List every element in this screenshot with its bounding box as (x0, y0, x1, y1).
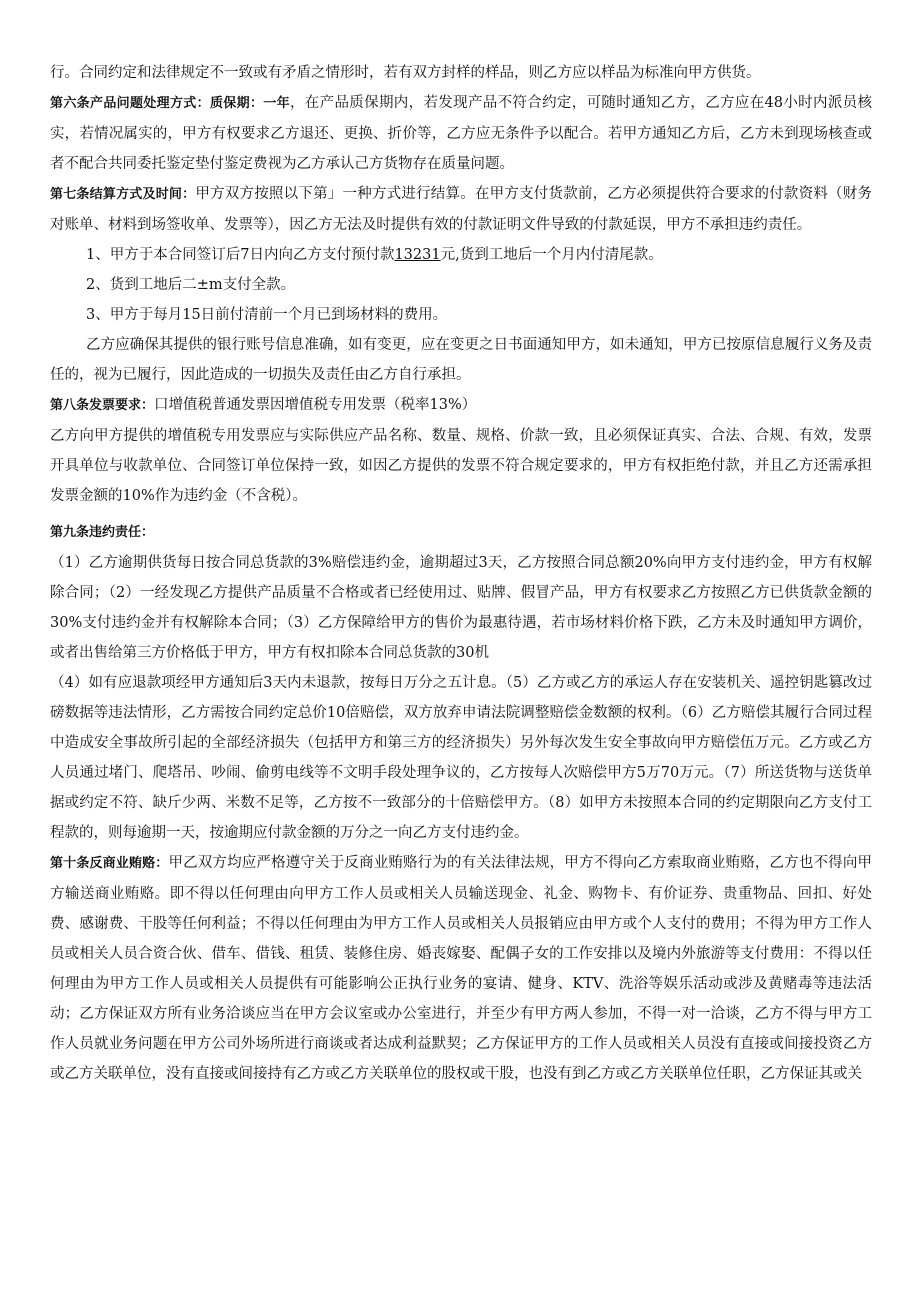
article-9-heading: 第九条违约责任： (50, 525, 155, 540)
article-8-invoice (50, 390, 872, 421)
liability-clauses-2: （4）如有应退款项经甲方通知后3天内未退款，按每日万分之五计息。（5）乙方或乙方的承运人存在安装机关、遥控钥匙篡改过磅数据等违法情形，乙方需按合同约定总价10倍赔偿，双方放弃申请法院调整赔偿金数额的权利。（6）乙方赔偿其履行合同过程中造成安全事故所引起的全部经济损失（包括甲方和第三方的经济损失）另外每次发生安全事故向甲方赔偿伍万元。乙方或乙方人员通过堵门、爬塔吊、吵闹、偷剪电线等不文明手段处理争议的，乙方按每人次赔偿甲方5万70万元。（7）所送货物与送货单据或约定不符、缺斤少两、米数不足等，乙方按不一致部分的十倍赔偿甲方。（8）如甲方未按照本合同的约定期限向乙方支付工程款的，则每逾期一天，按逾期应付款金额的万分之一向乙方支付违约金。 (50, 675, 872, 841)
settlement-item-2: 2、货到工地后二±m支付全款。 (86, 277, 296, 293)
article-7-heading: 第七条结算方式及时间： (50, 187, 196, 202)
article-8-heading: 第八条发票要求： (50, 398, 155, 413)
article-6-quality (50, 88, 872, 179)
article-6-heading: 第六条产品问题处理方式：质保期：一年 (50, 96, 290, 111)
article-7-settlement (50, 179, 872, 240)
prepayment-amount: 13231 (394, 247, 441, 263)
article-10-heading: 第十条反商业贿赂： (50, 856, 169, 871)
invoice-requirements: 乙方向甲方提供的增值税专用发票应与实际供应产品名称、数量、规格、价款一致，且必须保证真实、合法、合规、有效，发票开具单位与收款单位、合同签订单位保持一致，如因乙方提供的发票不符合规定要求的，甲方有权拒绝付款，并且乙方还需承担发票金额的10%作为违约金（不含税）。 (50, 428, 872, 504)
settlement-item-1: 1、甲方于本合同签订后7日内向乙方支付预付款13231元,货到工地后一个月内付清尾款。 (86, 247, 663, 263)
article-6-text: ，在产品质保期内，若发现产品不符合约定，可随时通知乙方，乙方应在48小时内派员核实，若情况属实的，甲方有权要求乙方退还、更换、折价等，乙方应无条件予以配合。若甲方通知乙方后，乙方未到现场核查或者不配合共同委托鉴定垫付鉴定费视为乙方承认己方货物存在质量问题。 (50, 95, 872, 172)
article-10-text: 甲乙双方均应严格遵守关于反商业贿赂行为的有关法律法规，甲方不得向乙方索取商业贿赂，乙方也不得向甲方输送商业贿赂。即不得以任何理由向甲方工作人员或相关人员输送现金、礼金、购物卡、有价证券、贵重物品、回扣、好处费、感谢费、干股等任何利益；不得以任何理由为甲方工作人员或相关人员报销应由甲方或个人支付的费用；不得为甲方工作人员或相关人员合资合伙、借车、借钱、租赁、装修住房、婚丧嫁娶、配偶子女的工作安排以及境内外旅游等支付费用：不得以任何理由为甲方工作人员或相关人员提供有可能影响公正执行业务的宴请、健身、KTV、洗浴等娱乐活动或涉及黄赌毒等违法活动；乙方保证双方所有业务洽谈应当在甲方会议室或办公室进行，并至少有甲方两人参加，不得一对一洽谈，乙方不得与甲方工作人员就业务问题在甲方公司外场所进行商谈或者达成利益默契；乙方保证甲方的工作人员或相关人员没有直接或间接投资乙方或乙方关联单位，没有直接或间接持有乙方或乙方关联单位的股权或干股，也没有到乙方或乙方关联单位任职，乙方保证其或关 (50, 855, 872, 1082)
settlement-item-3: 3、甲方于每月15日前付清前一个月已到场材料的费用。 (86, 307, 448, 323)
article-8-text: 口增值税普通发票因增值税专用发票（税率13%） (154, 397, 477, 413)
article-7-text: 甲方双方按照以下第」一种方式进行结算。在甲方支付货款前，乙方必须提供符合要求的付款资料（财务对账单、材料到场签收单、发票等），因乙方无法及时提供有效的付款证明文件导致的付款延误，甲方不承担违约责任。 (50, 186, 872, 233)
article-10-anti-bribery (50, 848, 872, 1089)
liability-clauses-1: （1）乙方逾期供货每日按合同总货款的3%赔偿违约金，逾期超过3天，乙方按照合同总额20%向甲方支付违约金，甲方有权解除合同；（2）一经发现乙方提供产品质量不合格或者已经使用过、贴牌、假冒产品，甲方有权要求乙方按照乙方已供货款金额的30%支付违约金并有权解除本合同；（3）乙方保障给甲方的售价为最惠待遇，若市场材料价格下跌，乙方未及时通知甲方调价，或者出售给第三方价格低于甲方，甲方有权扣除本合同总货款的30机 (50, 555, 872, 661)
bank-account-clause: 乙方应确保其提供的银行账号信息准确，如有变更，应在变更之日书面通知甲方，如未通知，甲方已按原信息履行义务及责任的，视为已履行，因此造成的一切损失及责任由乙方自行承担。 (50, 337, 872, 383)
paragraph-supply-standard: 行。合同约定和法律规定不一致或有矛盾之情形时，若有双方封样的样品，则乙方应以样品为标准向甲方供货。 (50, 65, 761, 81)
article-9-heading-line (50, 517, 872, 548)
